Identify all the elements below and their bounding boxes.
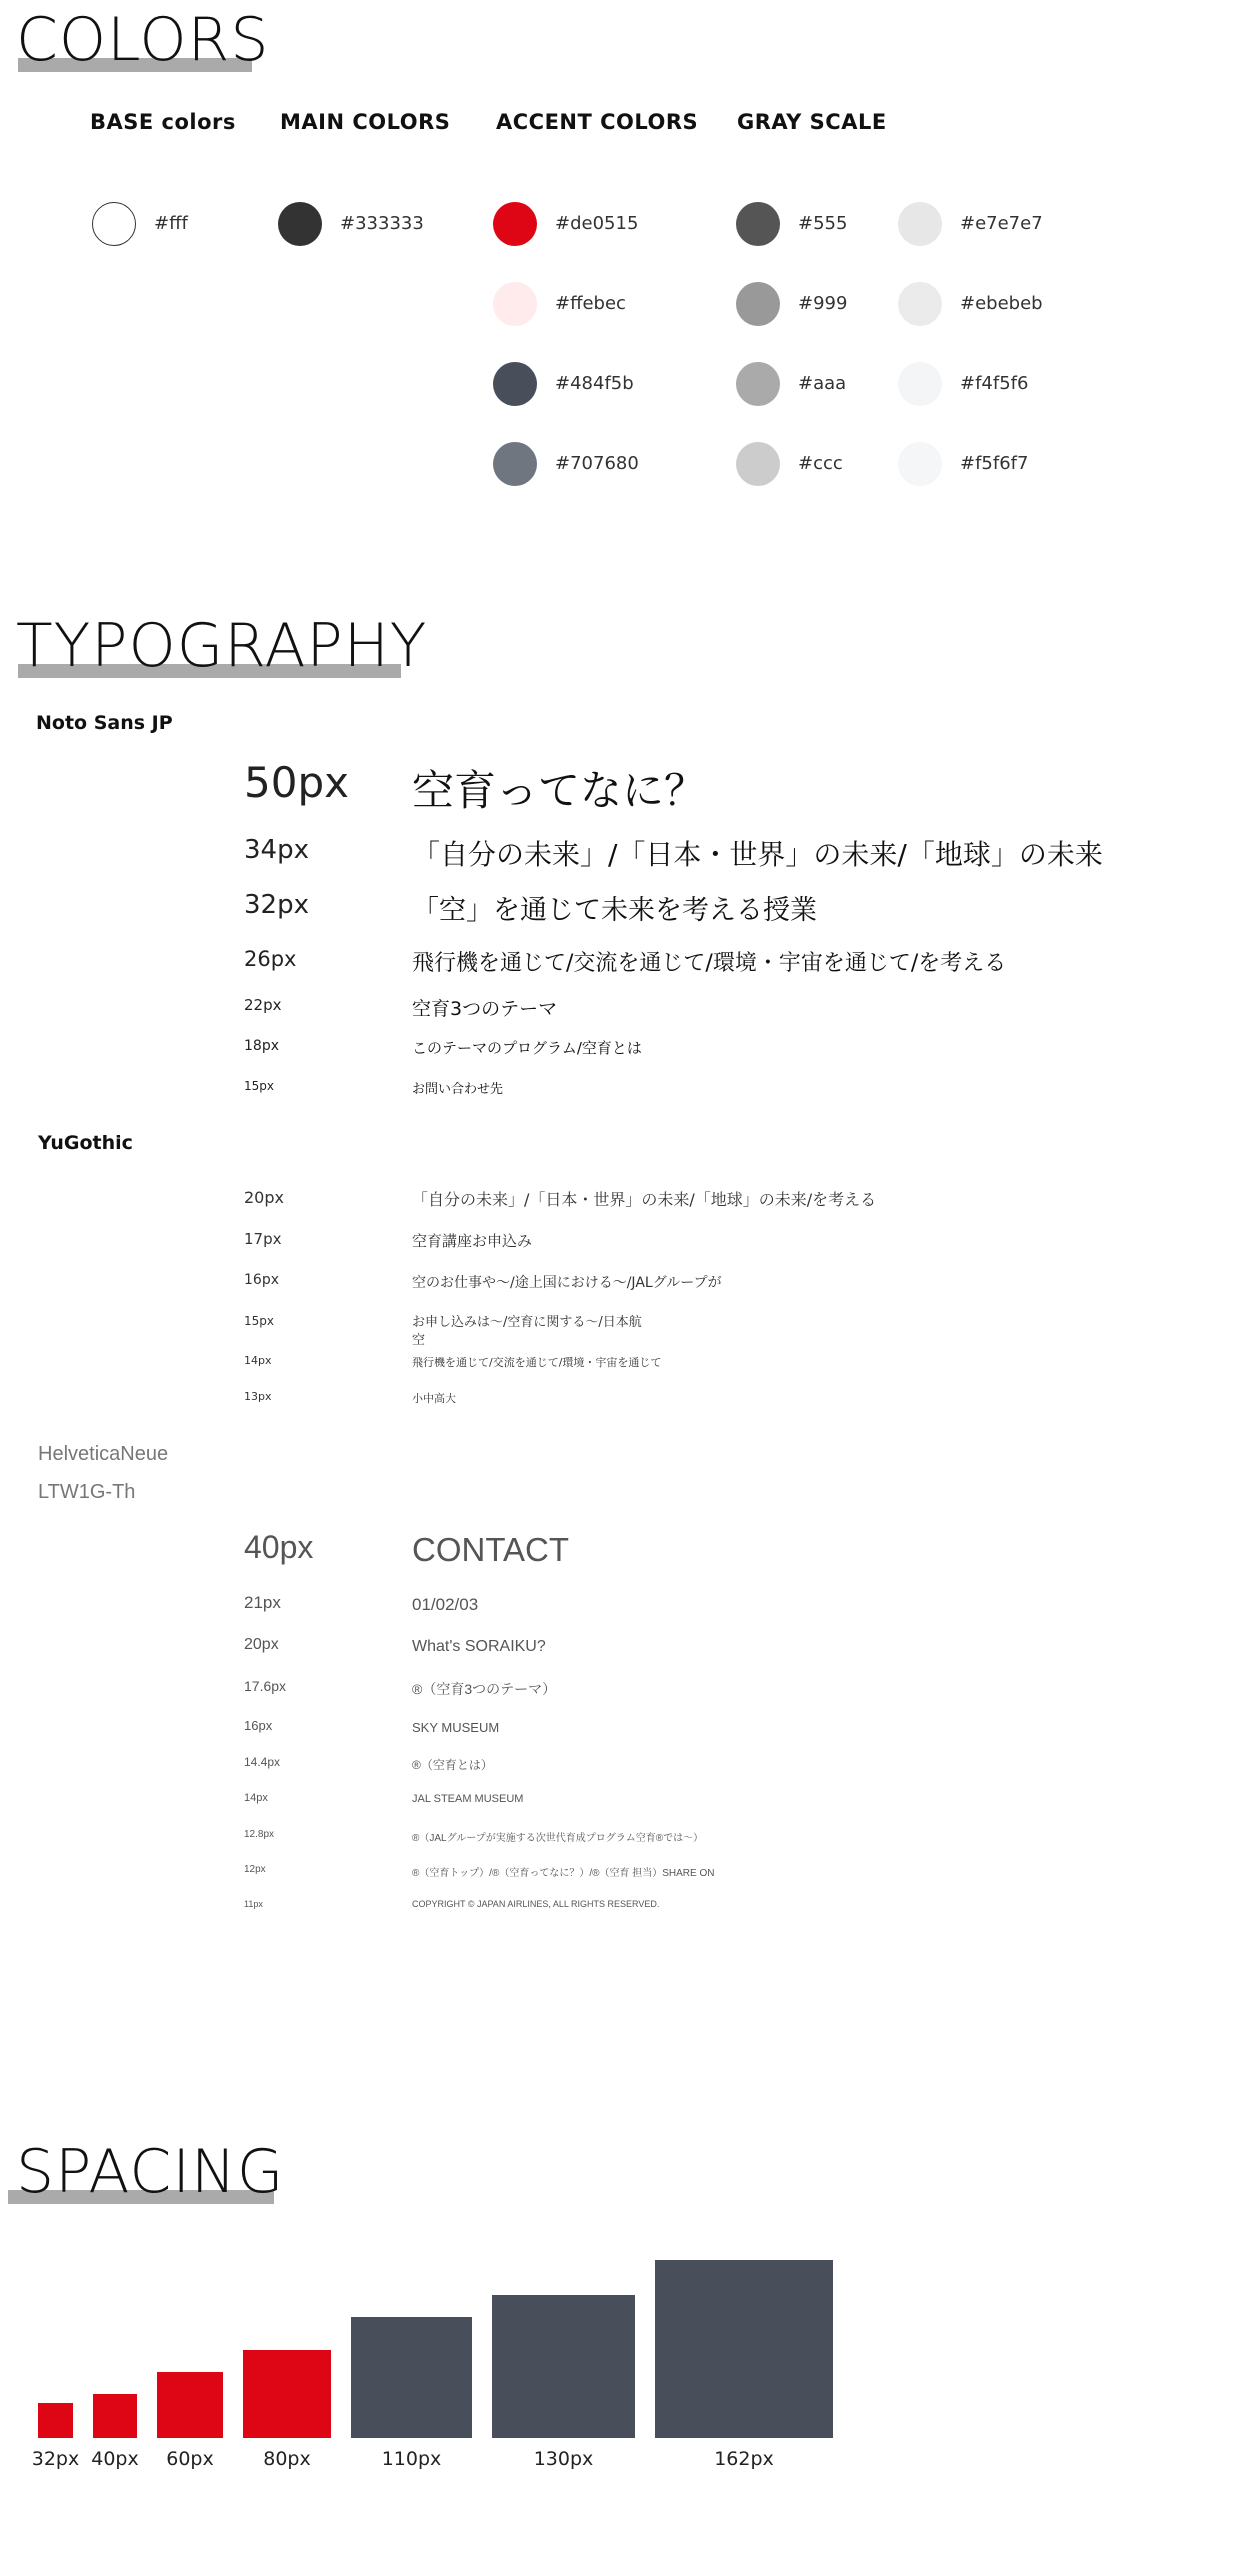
type-size-label: 13px (244, 1390, 272, 1403)
spacing-box (157, 2372, 223, 2438)
color-swatch-hex-label: #707680 (555, 453, 639, 474)
group-label-accent: ACCENT COLORS (496, 110, 699, 134)
color-swatch-hex-label: #f4f5f6 (960, 373, 1029, 394)
color-swatch-circle (493, 442, 537, 486)
type-sample-text: ®（JALグループが実施する次世代育成プログラム空育®では〜） (412, 1833, 704, 1844)
type-size-label: 12px (244, 1864, 266, 1875)
color-swatch-circle (736, 442, 780, 486)
type-size-label: 14px (244, 1792, 268, 1804)
color-swatch-circle (898, 202, 942, 246)
type-sample-text: ®（空育トップ）/®（空育ってなに？）/®（空育 担当）SHARE ON (412, 1868, 715, 1879)
type-sample-text: ®（空育とは） (412, 1758, 493, 1772)
type-size-label: 15px (244, 1079, 274, 1093)
font-name-yugothic: YuGothic (38, 1132, 133, 1154)
color-swatch-circle (898, 362, 942, 406)
spacing-box (351, 2317, 472, 2438)
type-sample-text: What's SORAIKU? (412, 1638, 546, 1655)
color-swatch-hex-label: #ffebec (555, 293, 626, 314)
color-swatch-circle (493, 202, 537, 246)
type-sample-text: 空育3つのテーマ (412, 998, 558, 1020)
type-sample-text: 小中高大 (412, 1392, 456, 1405)
color-swatch-hex-label: #555 (798, 213, 848, 234)
type-size-label: 16px (244, 1272, 279, 1288)
type-size-label: 34px (244, 835, 309, 865)
color-swatch-circle (898, 442, 942, 486)
type-sample-text: 飛行機を通じて/交流を通じて/環境・宇宙を通じて/を考える (412, 951, 1007, 976)
color-swatch-hex-label: #999 (798, 293, 848, 314)
color-swatch-circle (92, 202, 136, 246)
font-name-helvetica-line2: LTW1G-Th (38, 1481, 136, 1503)
spacing-box (38, 2403, 73, 2438)
type-size-label: 40px (244, 1529, 314, 1565)
spacing-label: 80px (263, 2448, 311, 2470)
type-sample-text: 01/02/03 (412, 1595, 479, 1614)
spacing-label: 40px (91, 2448, 139, 2470)
spacing-box (492, 2295, 635, 2438)
color-swatch-hex-label: #de0515 (555, 213, 639, 234)
color-swatch-circle (736, 362, 780, 406)
spacing-title: SPACING (16, 2137, 285, 2207)
type-size-label: 20px (244, 1188, 284, 1207)
type-size-label: 12.8px (244, 1829, 275, 1840)
font-name-helvetica-line1: HelveticaNeue (38, 1443, 169, 1465)
group-label-main: MAIN COLORS (280, 110, 451, 134)
type-sample-text: COPYRIGHT © JAPAN AIRLINES, ALL RIGHTS RESERVED. (412, 1899, 660, 1909)
spacing-label: 162px (714, 2448, 774, 2470)
spacing-box (243, 2350, 331, 2438)
color-swatch-circle (278, 202, 322, 246)
type-size-label: 16px (244, 1718, 273, 1733)
color-swatch-hex-label: #ebebeb (960, 293, 1043, 314)
type-size-label: 15px (244, 1314, 274, 1328)
group-label-base: BASE colors (90, 110, 236, 134)
type-size-label: 22px (244, 996, 282, 1014)
type-sample-text: お問い合わせ先 (412, 1082, 504, 1097)
color-swatch-circle (493, 362, 537, 406)
color-swatch-circle (493, 282, 537, 326)
type-sample-line: お申し込みは〜/空育に関する〜/日本航 (412, 1315, 642, 1330)
type-sample-text: 空育講座お申込み (412, 1232, 533, 1250)
type-sample-text: SKY MUSEUM (412, 1720, 500, 1735)
typography-title: TYPOGRAPHY (16, 611, 428, 681)
spacing-label: 130px (533, 2448, 594, 2470)
group-label-grayscale: GRAY SCALE (737, 110, 887, 134)
color-swatch-hex-label: #ccc (798, 453, 843, 474)
type-size-label: 18px (244, 1038, 279, 1054)
spacing-label: 110px (381, 2448, 442, 2470)
type-size-label: 11px (244, 1899, 263, 1909)
type-size-label: 17px (244, 1230, 282, 1248)
color-swatch-hex-label: #484f5b (555, 373, 634, 394)
colors-title: COLORS (16, 5, 270, 75)
type-sample-text: JAL STEAM MUSEUM (412, 1793, 524, 1805)
type-size-label: 21px (244, 1593, 281, 1612)
type-sample-text: CONTACT (412, 1531, 570, 1568)
color-swatch-circle (736, 202, 780, 246)
type-sample-text: 飛行機を通じて/交流を通じて/環境・宇宙を通じて (412, 1356, 662, 1369)
type-sample-text: 「自分の未来」/「日本・世界」の未来/「地球」の未来 (412, 838, 1103, 871)
font-name-noto: Noto Sans JP (36, 712, 173, 734)
color-swatch-hex-label: #f5f6f7 (960, 453, 1029, 474)
type-size-label: 14.4px (244, 1755, 281, 1769)
type-sample-text: 空のお仕事や〜/途上国における〜/JALグループが (412, 1275, 722, 1291)
type-sample-text: このテーマのプログラム/空育とは (412, 1039, 642, 1057)
color-swatch-hex-label: #e7e7e7 (960, 213, 1043, 234)
type-size-label: 26px (244, 947, 297, 971)
spacing-label: 32px (31, 2448, 80, 2470)
type-sample-text: 「空」を通じて未来を考える授業 (412, 895, 817, 926)
color-swatch-circle (736, 282, 780, 326)
type-size-label: 17.6px (244, 1678, 287, 1694)
color-swatch-circle (898, 282, 942, 326)
type-sample-line: 空 (412, 1332, 426, 1348)
type-sample-text (412, 1314, 642, 1349)
type-size-label: 32px (244, 890, 309, 920)
spacing-box (93, 2394, 137, 2438)
type-sample-text: 空育ってなに？ (412, 766, 707, 815)
type-sample-text: 「自分の未来」/「日本・世界」の未来/「地球」の未来/を考える (412, 1190, 877, 1209)
color-swatch-hex-label: #aaa (798, 373, 847, 394)
type-size-label: 14px (244, 1354, 272, 1367)
color-swatch-hex-label: #333333 (340, 213, 424, 234)
type-sample-text: ®（空育3つのテーマ） (412, 1681, 557, 1697)
color-swatch-hex-label: #fff (154, 213, 188, 234)
spacing-label: 60px (166, 2448, 214, 2470)
type-size-label: 20px (244, 1636, 279, 1653)
spacing-box (655, 2260, 833, 2438)
type-size-label: 50px (244, 758, 349, 807)
